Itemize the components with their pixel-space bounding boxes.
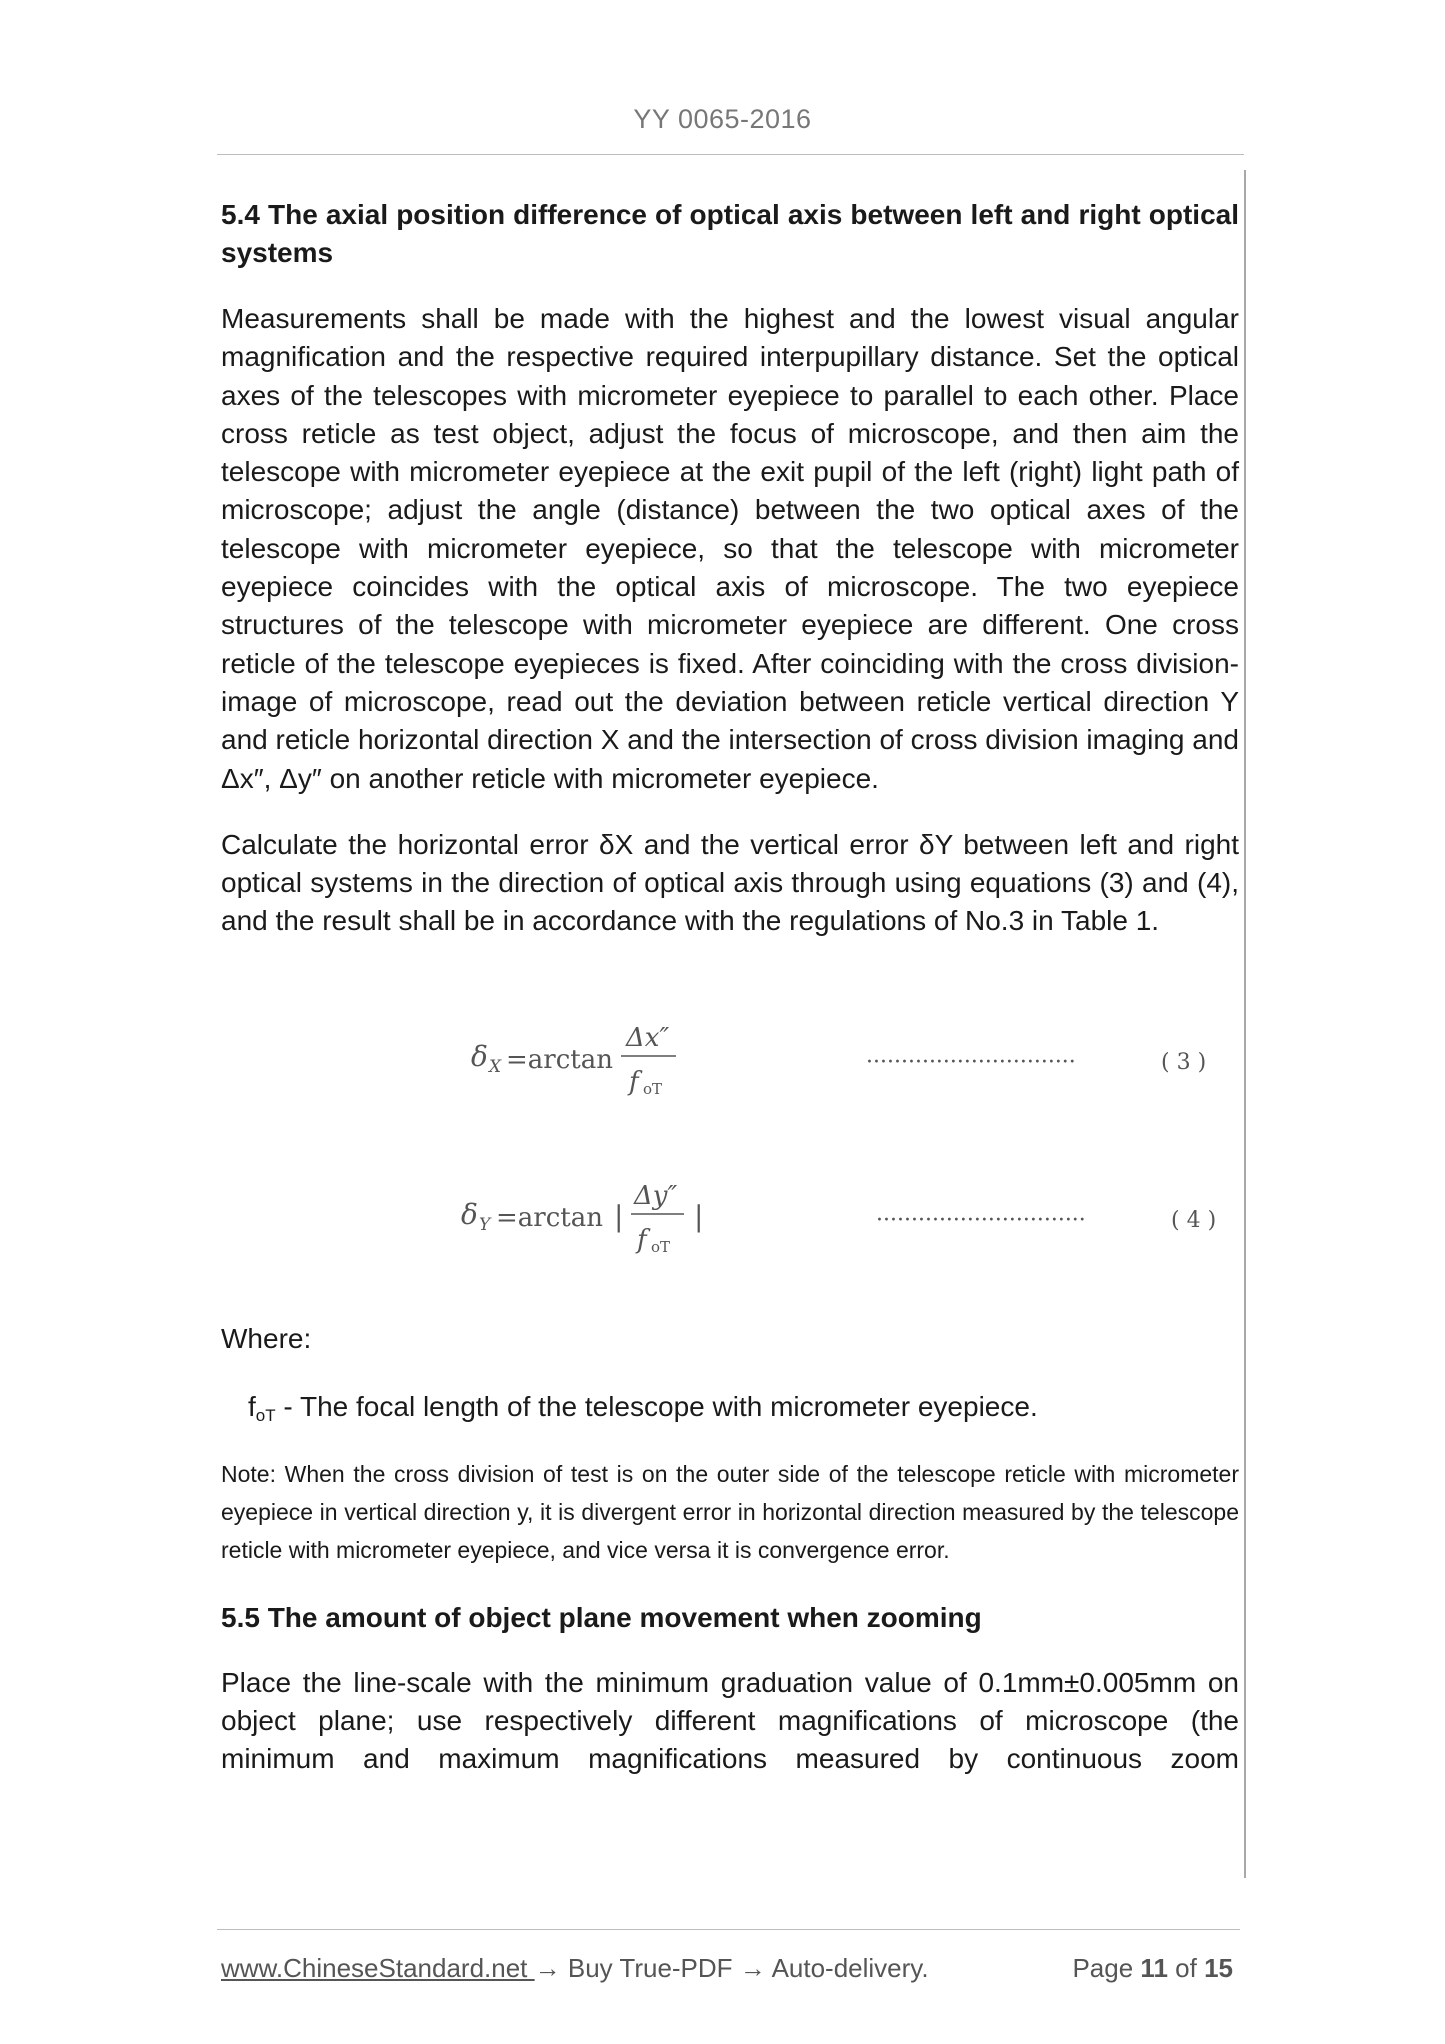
right-margin-rule [1244, 170, 1246, 1878]
eq4-denominator-sub: oT [651, 1237, 671, 1256]
eq4-abs-right: | [694, 1199, 704, 1233]
eq3-arctan: =arctan [506, 1044, 613, 1075]
document-header [0, 104, 1445, 135]
footer-arrow-2: → [739, 1953, 766, 1983]
footer-arrow-1: → [534, 1953, 561, 1983]
equation-3-graphic [221, 1006, 1239, 1106]
standard-id: YY 0065-2016 [633, 104, 812, 134]
definition-symbol-subscript: oT [255, 1405, 276, 1425]
eq3-leader: ······························ [866, 1049, 1076, 1075]
eq4-numerator: Δy″ [634, 1180, 678, 1211]
page-content [221, 196, 1239, 1779]
buy-true-pdf-text: Buy True-PDF [560, 1953, 740, 1983]
where-label: Where: [221, 1322, 312, 1354]
eq4-arctan: =arctan [496, 1202, 603, 1233]
equation-3 [221, 1006, 1239, 1106]
definition-symbol: f [248, 1390, 256, 1422]
section-5-4-heading: 5.4 The axial position difference of optical axis between left and right optical systems [221, 199, 1239, 268]
eq4-denominator-f: f [637, 1224, 647, 1255]
eq3-denominator-f: f [629, 1066, 639, 1097]
definition-foT [248, 1388, 1239, 1435]
note-paragraph: Note: When the cross division of test is on the outer side of the telescope reticle with micrometer eyepiece in vertical direction y, it is divergent error in horizontal direction measured by the telescope reticle with micrometer eyepiece, and vice versa it is convergence error. [221, 1460, 1239, 1564]
eq3-denominator-sub: oT [643, 1079, 663, 1098]
eq3-number: ( 3 ) [1161, 1049, 1207, 1075]
eq4-abs-left: | [614, 1199, 624, 1233]
section-5-4-paragraph-1: Measurements shall be made with the highest and the lowest visual angular magnification and the respective required interpupillary distance. Set the optical axes of the telescopes with micrometer eyepiece to parallel to each other. Place cross reticle as test object, adjust the focus of microscope, and then aim the telescope with micrometer eyepiece at the exit pupil of the left (right) light path of microscope; adjust the angle (distance) between the two optical axes of the telescope with micrometer eyepiece, so that the telescope with micrometer eyepiece coincides with the optical axis of microscope. The two eyepiece structures of the telescope with micrometer eyepiece are different. One cross reticle of the telescope eyepieces is fixed. After coinciding with the cross division-image of microscope, read out the deviation between reticle vertical direction Y and reticle horizontal direction X and the intersection of cross division imaging and Δx″, Δy″ on another reticle with micrometer eyepiece. [221, 303, 1239, 794]
of-label: of [1175, 1953, 1197, 1983]
auto-delivery-text: Auto-delivery. [765, 1953, 929, 1983]
section-5-5-paragraph-1: Place the line-scale with the minimum graduation value of 0.1mm±0.005mm on object plane; use respectively different magnifications of microscope (the minimum and maximum magnifications measured by continuous zoom [221, 1666, 1239, 1775]
eq4-delta: δ [461, 1197, 478, 1231]
equation-4 [221, 1164, 1239, 1264]
equation-4-graphic [221, 1164, 1239, 1264]
eq3-delta-subscript: X [489, 1056, 502, 1077]
eq4-leader: ······························ [876, 1207, 1086, 1233]
definition-text: - The focal length of the telescope with micrometer eyepiece. [275, 1390, 1038, 1422]
section-5-5-heading: 5.5 The amount of object plane movement when zooming [221, 1601, 982, 1633]
eq4-delta-subscript: Y [479, 1214, 491, 1235]
page-number: 11 [1140, 1953, 1168, 1983]
eq3-delta: δ [471, 1039, 488, 1073]
page-indicator [1072, 1951, 1233, 1985]
page-label: Page [1072, 1953, 1134, 1983]
section-5-4-paragraph-2: Calculate the horizontal error δX and the vertical error δY between left and right optical systems in the direction of optical axis through using equations (3) and (4), and the result shall be in accordance with the regulations of No.3 in Table 1. [221, 828, 1239, 937]
document-footer [221, 1951, 1239, 1985]
eq4-number: ( 4 ) [1171, 1207, 1217, 1233]
header-divider [217, 154, 1244, 155]
footer-divider [217, 1929, 1240, 1930]
eq3-numerator: Δx″ [626, 1022, 670, 1053]
website-link[interactable]: www.ChineseStandard.net [221, 1953, 535, 1983]
page-total: 15 [1204, 1953, 1233, 1983]
